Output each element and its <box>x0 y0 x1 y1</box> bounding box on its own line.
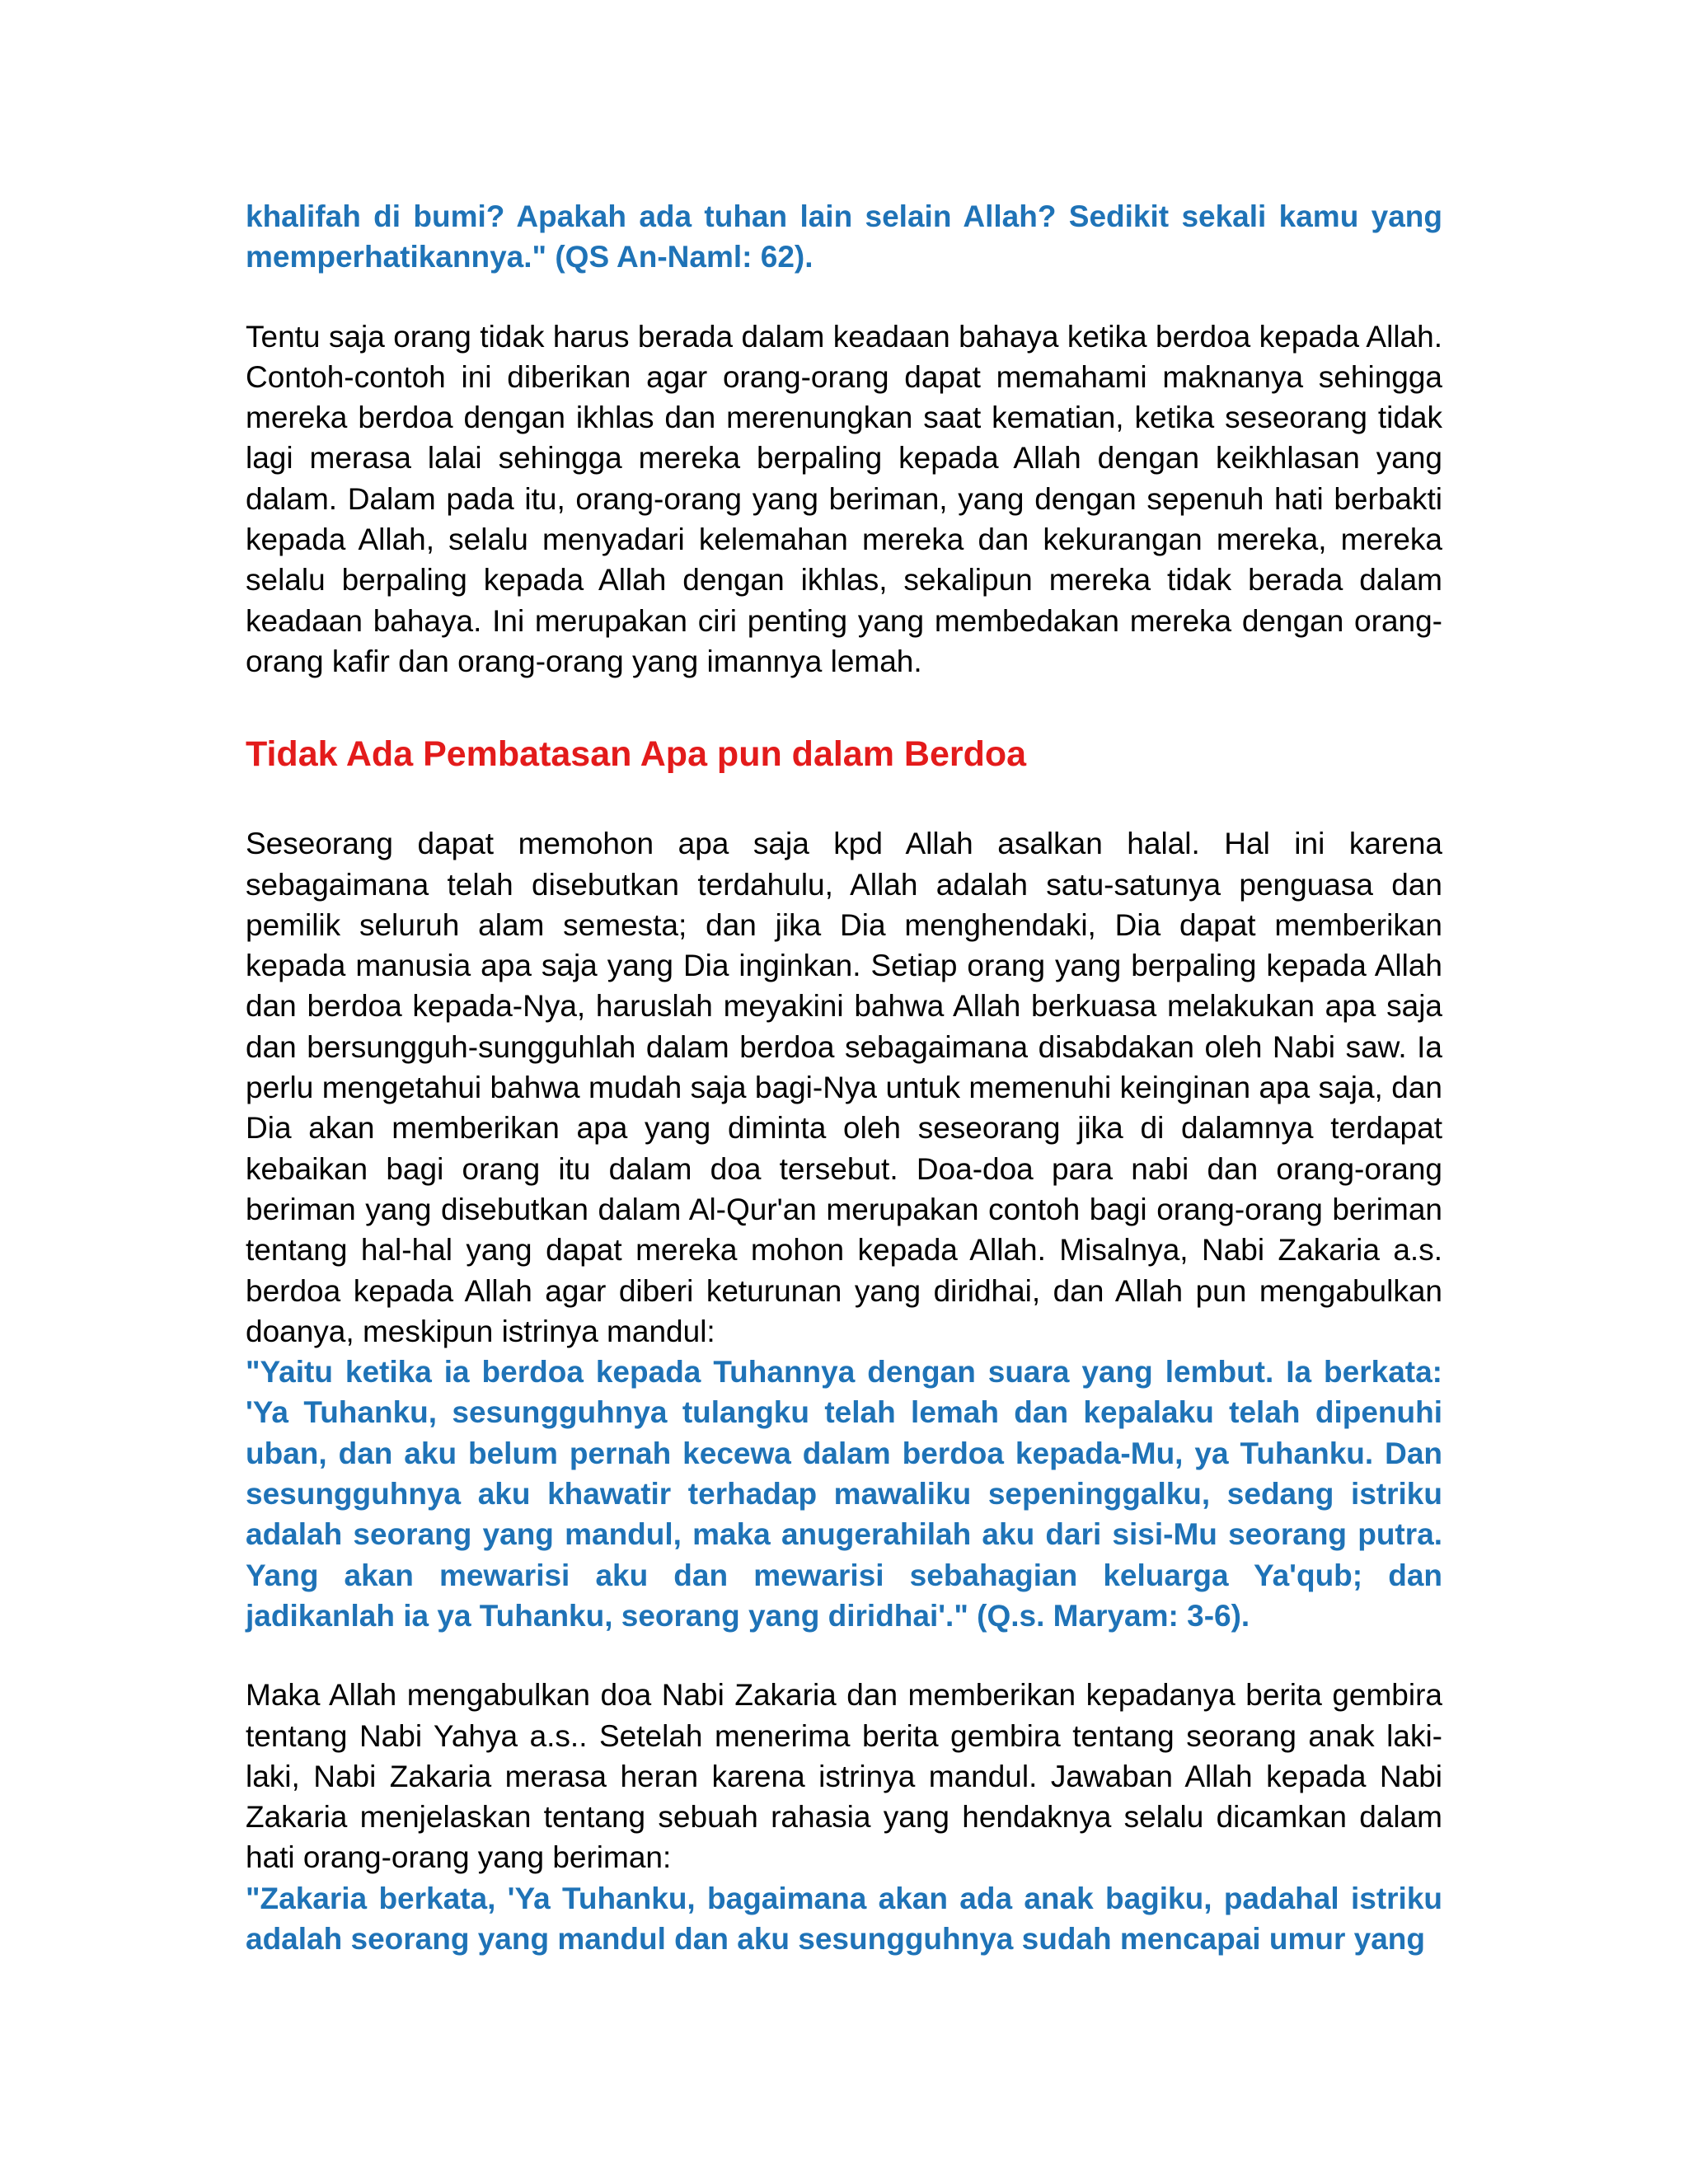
section-heading: Tidak Ada Pembatasan Apa pun dalam Berdoa <box>246 734 1027 775</box>
quote-an-naml: khalifah di bumi? Apakah ada tuhan lain selain Allah? Sedikit sekali kamu yang memperhatikannya." (QS An-Naml: 62). <box>246 199 1442 274</box>
paragraph-berdoa-tanpa-bahaya: Tentu saja orang tidak harus berada dalam keadaan bahaya ketika berdoa kepada Allah. Contoh-contoh ini diberikan agar orang-orang dapat memahami maknanya sehingga mereka berdoa dengan ikhlas dan merenungkan saat kematian, ketika seseorang tidak lagi merasa lalai sehingga mereka berpaling kepada Allah dengan keikhlasan yang dalam. Dalam pada itu, orang-orang yang beriman, yang dengan sepenuh hati berbakti kepada Allah, selalu menyadari kelemahan mereka dan kekurangan mereka, mereka selalu berpaling kepada Allah dengan ikhlas, sekalipun mereka tidak berada dalam keadaan bahaya. Ini merupakan ciri penting yang membedakan mereka dengan orang-orang kafir dan orang-orang yang imannya lemah. <box>246 319 1442 678</box>
paragraph-memohon-apa-saja: Seseorang dapat memohon apa saja kpd Allah asalkan halal. Hal ini karena sebagaimana telah disebutkan terdahulu, Allah adalah satu-satunya penguasa dan pemilik seluruh alam semesta; dan jika Dia menghendaki, Dia dapat memberikan kepada manusia apa saja yang Dia inginkan. Setiap orang yang berpaling kepada Allah dan berdoa kepada-Nya, haruslah meyakini bahwa Allah berkuasa melakukan apa saja dan bersungguh-sungguhlah dalam berdoa sebagaimana disabdakan oleh Nabi saw. Ia perlu mengetahui bahwa mudah saja bagi-Nya untuk memenuhi keinginan apa saja, dan Dia akan memberikan apa yang diminta oleh seseorang jika di dalamnya terdapat kebaikan bagi orang itu dalam doa tersebut. Doa-doa para nabi dan orang-orang beriman yang disebutkan dalam Al-Qur'an merupakan contoh bagi orang-orang beriman tentang hal-hal yang dapat mereka mohon kepada Allah. Misalnya, Nabi Zakaria a.s. berdoa kepada Allah agar diberi keturunan yang diridhai, dan Allah pun mengabulkan doanya, meskipun istrinya mandul: <box>246 827 1442 1348</box>
page-content <box>246 196 1442 1959</box>
quote-zakaria-berkata: "Zakaria berkata, 'Ya Tuhanku, bagaimana akan ada anak bagiku, padahal istriku adalah seorang yang mandul dan aku sesungguhnya sudah mencapai umur yang <box>246 1881 1442 1956</box>
quote-maryam: "Yaitu ketika ia berdoa kepada Tuhannya dengan suara yang lembut. Ia berkata: 'Ya Tuhanku, sesungguhnya tulangku telah lemah dan kepalaku telah dipenuhi uban, dan aku belum pernah kecewa dalam berdoa kepada-Mu, ya Tuhanku. Dan sesungguhnya aku khawatir terhadap mawaliku sepeninggalku, sedang istriku adalah seorang yang mandul, maka anugerahilah aku dari sisi-Mu seorang putra. Yang akan mewarisi aku dan mewarisi sebahagian keluarga Ya'qub; dan jadikanlah ia ya Tuhanku, seorang yang diridhai'." (Q.s. Maryam: 3-6). <box>246 1355 1442 1633</box>
paragraph-nabi-zakaria: Maka Allah mengabulkan doa Nabi Zakaria dan memberikan kepadanya berita gembira tentang Nabi Yahya a.s.. Setelah menerima berita gembira tentang seorang anak laki-laki, Nabi Zakaria merasa heran karena istrinya mandul. Jawaban Allah kepada Nabi Zakaria menjelaskan tentang sebuah rahasia yang hendaknya selalu dicamkan dalam hati orang-orang yang beriman: <box>246 1678 1442 1875</box>
